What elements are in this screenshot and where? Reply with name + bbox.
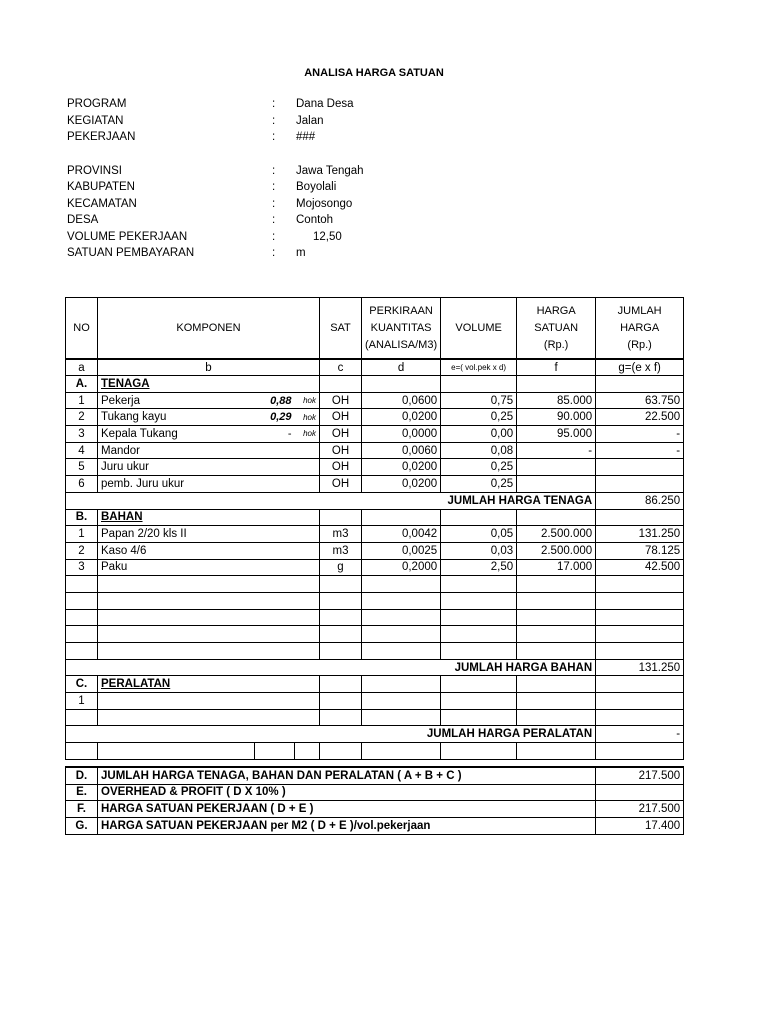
- info-value: Contoh: [296, 214, 334, 226]
- summary-row: F. HARGA SATUAN PEKERJAAN ( D + E ) 217.500: [66, 801, 684, 818]
- subtotal-row-tenaga: JUMLAH HARGA TENAGA 86.250: [66, 492, 684, 509]
- empty-row: [66, 709, 684, 726]
- section-header-bahan: B. BAHAN: [66, 509, 684, 526]
- info-separator: :: [272, 230, 276, 243]
- header-no: NO: [66, 298, 98, 360]
- info-value: 12,50: [313, 230, 342, 243]
- header-volume: VOLUME: [441, 298, 517, 360]
- info-label: KEGIATAN: [67, 114, 124, 127]
- summary-row: E. OVERHEAD & PROFIT ( D X 10% ): [66, 784, 684, 801]
- info-label: KECAMATAN: [67, 197, 137, 210]
- info-value: m: [296, 247, 306, 259]
- info-separator: :: [272, 247, 276, 259]
- info-row-kegiatan: [67, 115, 467, 132]
- column-letter-row: a b c d e=( vol.pek x d) f g=(e x f): [66, 359, 684, 376]
- info-row-pekerjaan: [67, 131, 467, 148]
- info-row-kabupaten: [67, 181, 467, 198]
- header-kuantitas: PERKIRAAN KUANTITAS (ANALISA/M3): [362, 298, 441, 360]
- info-row-volume: [67, 231, 467, 248]
- info-separator: :: [272, 114, 276, 127]
- info-row-program: [67, 98, 467, 115]
- info-label: PROGRAM: [67, 98, 127, 110]
- empty-row: [66, 643, 684, 660]
- table-row: 3 Paku g 0,2000 2,50 17.000 42.500: [66, 559, 684, 576]
- info-separator: :: [272, 164, 276, 177]
- header-sat: SAT: [320, 298, 362, 360]
- table-row: 1 Papan 2/20 kls II m3 0,0042 0,05 2.500.000 131.250: [66, 526, 684, 543]
- info-separator: :: [272, 197, 276, 210]
- unit-hok: hok: [303, 429, 316, 439]
- table-header-row: [66, 298, 684, 360]
- info-row-satuan: [67, 247, 467, 264]
- project-info: [67, 98, 467, 264]
- info-row-provinsi: [67, 165, 467, 182]
- info-separator: :: [272, 131, 276, 143]
- info-row-kecamatan: [67, 198, 467, 215]
- table-row: 5 Juru ukur OH 0,0200 0,25: [66, 459, 684, 476]
- header-jumlah: JUMLAH HARGA (Rp.): [596, 298, 684, 360]
- section-header-peralatan: C. PERALATAN: [66, 676, 684, 693]
- empty-row: [66, 592, 684, 609]
- info-value: Dana Desa: [296, 98, 354, 110]
- info-label: VOLUME PEKERJAAN: [67, 230, 188, 243]
- info-value: Boyolali: [296, 181, 337, 193]
- summary-row: G. HARGA SATUAN PEKERJAAN per M2 ( D + E )/vol.pekerjaan 17.400: [66, 817, 684, 834]
- table-row: 3 Kepala Tukang - hok OH 0,0000 0,00 95.000 -: [66, 426, 684, 443]
- info-label: PROVINSI: [67, 164, 122, 177]
- table-row: 4 Mandor OH 0,0060 0,08 - -: [66, 442, 684, 459]
- info-separator: :: [272, 214, 276, 226]
- subtotal-row-peralatan: JUMLAH HARGA PERALATAN -: [66, 726, 684, 743]
- table-row: 1: [66, 693, 684, 710]
- info-label: KABUPATEN: [67, 181, 135, 193]
- unit-hok: hok: [303, 412, 316, 422]
- info-value: Jawa Tengah: [296, 164, 364, 177]
- subtotal-row-bahan: JUMLAH HARGA BAHAN 131.250: [66, 659, 684, 676]
- info-row-desa: [67, 214, 467, 231]
- info-value: ###: [296, 131, 316, 143]
- header-harga: HARGA SATUAN (Rp.): [517, 298, 596, 360]
- coefficient: 0,88: [270, 394, 292, 407]
- spacer-row: [66, 759, 684, 767]
- table-row: 2 Tukang kayu 0,29 hok OH 0,0200 0,25 90.000 22.500: [66, 409, 684, 426]
- info-label: PEKERJAAN: [67, 131, 136, 143]
- section-header-tenaga: A. TENAGA: [66, 376, 684, 393]
- info-separator: :: [272, 181, 276, 193]
- info-value: Jalan: [296, 114, 324, 127]
- info-label: SATUAN PEMBAYARAN: [67, 247, 195, 259]
- table-row: 6 pemb. Juru ukur OH 0,0200 0,25: [66, 476, 684, 493]
- document-title: ANALISA HARGA SATUAN: [304, 67, 444, 79]
- empty-row: [66, 609, 684, 626]
- info-label: DESA: [67, 214, 99, 226]
- info-value: Mojosongo: [296, 197, 353, 210]
- table-row: 1 Pekerja 0,88 hok OH 0,0600 0,75 85.000 63.750: [66, 392, 684, 409]
- empty-row: [66, 743, 684, 760]
- header-komponen: KOMPONEN: [98, 298, 320, 360]
- coefficient: -: [287, 427, 292, 440]
- info-separator: :: [272, 98, 276, 110]
- empty-row: [66, 576, 684, 593]
- empty-row: [66, 626, 684, 643]
- analysis-table: [65, 297, 684, 835]
- coefficient: 0,29: [270, 411, 292, 424]
- unit-hok: hok: [303, 396, 316, 406]
- table-row: 2 Kaso 4/6 m3 0,0025 0,03 2.500.000 78.125: [66, 542, 684, 559]
- summary-row: D. JUMLAH HARGA TENAGA, BAHAN DAN PERALATAN ( A + B + C ) 217.500: [66, 767, 684, 784]
